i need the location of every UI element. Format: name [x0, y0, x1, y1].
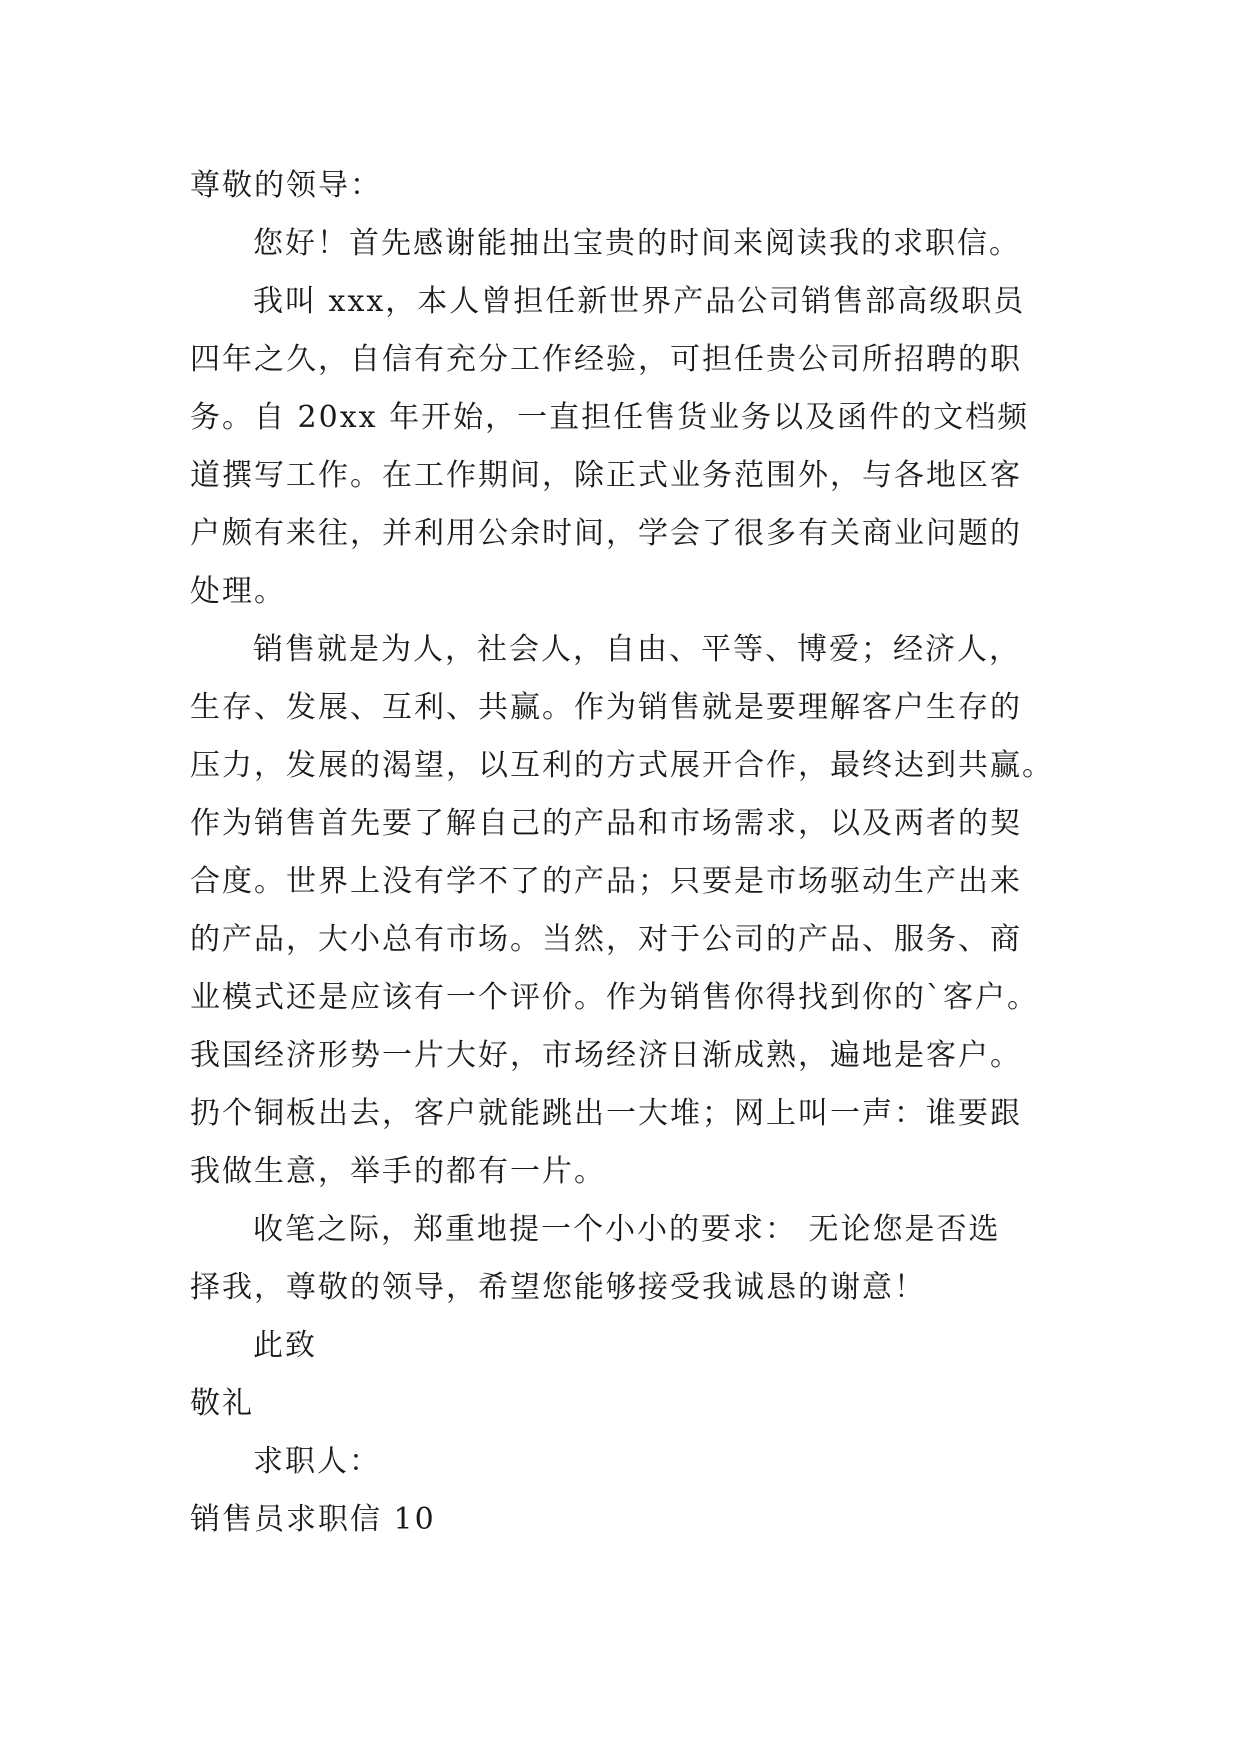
- body-line: 的产品，大小总有市场。当然，对于公司的产品、服务、商: [190, 922, 1022, 957]
- body-line: 作为销售首先要了解自己的产品和市场需求，以及两者的契: [190, 806, 1022, 841]
- body-line: 道撰写工作。在工作期间，除正式业务范围外，与各地区客: [190, 458, 1022, 493]
- body-line: 我国经济形势一片大好，市场经济日渐成熟，遍地是客户。: [190, 1038, 1022, 1073]
- salutation: 尊敬的领导：: [190, 168, 382, 203]
- body-line: 我做生意，举手的都有一片。: [190, 1154, 606, 1189]
- body-line: 我叫 xxx，本人曾担任新世界产品公司销售部高级职员: [253, 284, 1026, 319]
- body-line: 收笔之际，郑重地提一个小小的要求： 无论您是否选: [253, 1212, 1001, 1247]
- body-line: 择我，尊敬的领导，希望您能够接受我诚恳的谢意！: [190, 1270, 926, 1305]
- body-line: 压力，发展的渴望，以互利的方式展开合作，最终达到共赢。: [190, 748, 1054, 783]
- closing-2: 敬礼: [190, 1386, 254, 1421]
- body-line: 户颇有来往，并利用公余时间，学会了很多有关商业问题的: [190, 516, 1022, 551]
- signature: 求职人：: [253, 1444, 381, 1479]
- body-line: 扔个铜板出去，客户就能跳出一大堆；网上叫一声：谁要跟: [190, 1096, 1022, 1131]
- body-line: 业模式还是应该有一个评价。作为销售你得找到你的`客户。: [190, 980, 1039, 1015]
- body-line: 务。自 20xx 年开始，一直担任售货业务以及函件的文档频: [190, 400, 1030, 435]
- body-line: 销售就是为人，社会人，自由、平等、博爱；经济人，: [253, 632, 1021, 667]
- body-line: 您好！首先感谢能抽出宝贵的时间来阅读我的求职信。: [253, 226, 1021, 261]
- closing-1: 此致: [253, 1328, 317, 1363]
- body-line: 四年之久，自信有充分工作经验，可担任贵公司所招聘的职: [190, 342, 1022, 377]
- body-line: 合度。世界上没有学不了的产品；只要是市场驱动生产出来: [190, 864, 1022, 899]
- body-line: 生存、发展、互利、共赢。作为销售就是要理解客户生存的: [190, 690, 1022, 725]
- body-line: 处理。: [190, 574, 286, 609]
- next-heading: 销售员求职信 10: [190, 1502, 436, 1537]
